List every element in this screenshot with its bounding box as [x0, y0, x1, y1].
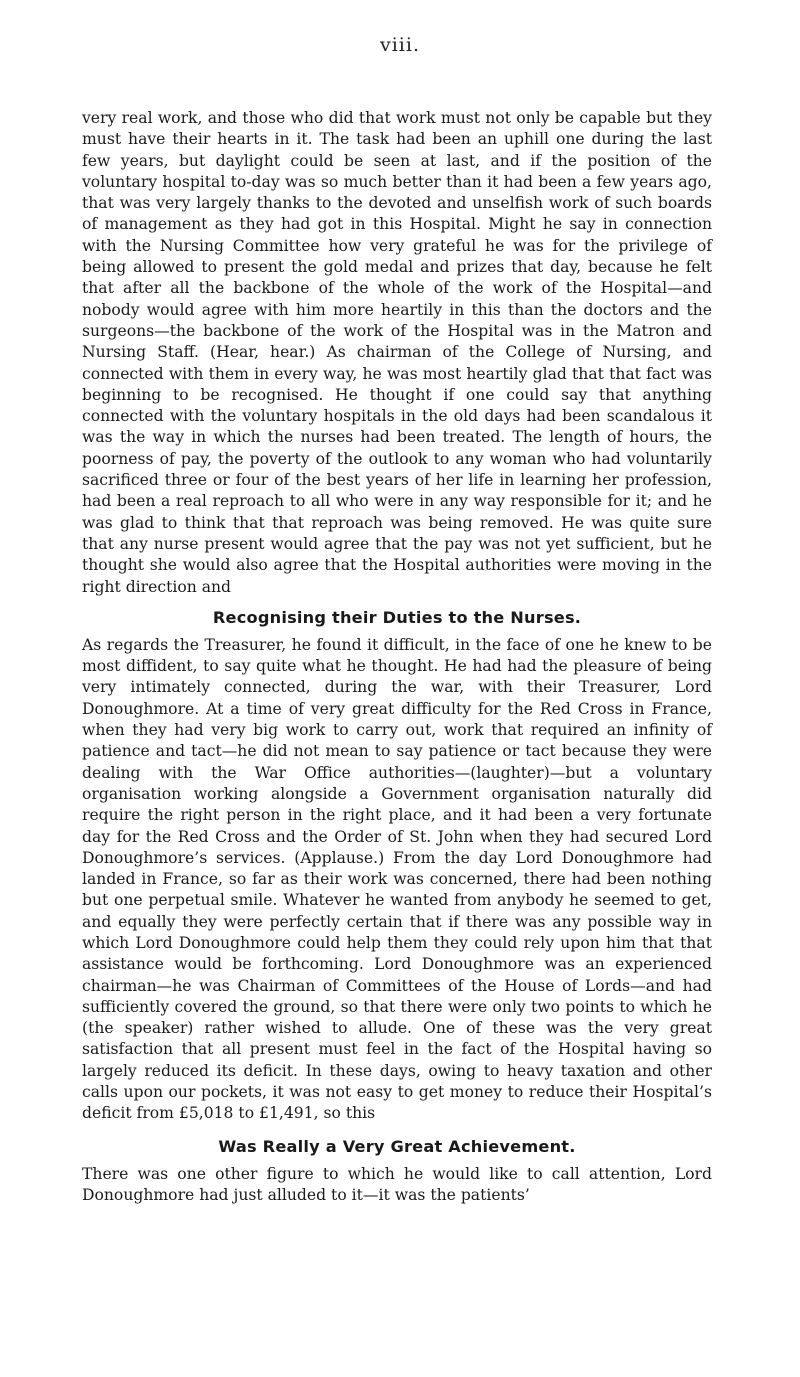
paragraph-nursing-staff: very real work, and those who did that work must not only be capable but they must have their hearts in it. The task had been an uphill one during the last few years, but daylight could be seen at last, and if the position of the voluntary hospital to-day was so much better than it had been a few years ago, that was very largely thanks to the devoted and unselfish work of such boards of management as they had got in this Hospital. Might he say in connection with the Nursing Committee how very grateful he was for the privilege of being allowed to present the gold medal and prizes that day, because he felt that after all the backbone of the whole of the work of the Hospital—and nobody would agree with him more heartily in this than the doctors and the surgeons—the backbone of the work of the Hospital was in the Matron and Nursing Staff. (Hear, hear.) As chairman of the College of Nursing, and connected with them in every way, he was most heartily glad that that fact was beginning to be recognised. He thought if one could say that anything connected with the voluntary hospitals in the old days had been scandalous it was the way in which the nurses had been treated. The length of hours, the poorness of pay, the poverty of the outlook to any woman who had voluntarily sacrificed three or four of the best years of her life in learning her profession, had been a real reproach to all who were in any way responsible for it; and he was glad to think that that reproach was being removed. He was quite sure that any nurse present would agree that the pay was not yet sufficient, but he thought she would also agree that the Hospital authorities were moving in the right direction and [82, 109, 712, 596]
page-number: viii. [379, 34, 420, 56]
paragraph-patients: There was one other figure to which he would like to call attention, Lord Donoughmore had just alluded to it—it was the patients’ [82, 1164, 712, 1204]
section-heading-achievement: Was Really a Very Great Achievement. [218, 1136, 576, 1156]
paragraph-treasurer: As regards the Treasurer, he found it difficult, in the face of one he knew to be most diffident, to say quite what he thought. He had had the pleasure of being very intimately connected, during the war, with their Treasurer, Lord Donoughmore. At a time of very great difficulty for the Red Cross in France, when they had very big work to carry out, work that required an infinity of patience and tact—he did not mean to say patience or tact because they were dealing with the War Office authorities—(laughter)—but a voluntary organisation working alongside a Government organisation naturally did require the right person in the right place, and it had been a very fortunate day for the Red Cross and the Order of St. John when they had secured Lord Donoughmore’s services. (Applause.) From the day Lord Donoughmore had landed in France, so far as their work was concerned, there had been nothing but one perpetual smile. Whatever he wanted from anybody he seemed to get, and equally they were perfectly certain that if there was any possible way in which Lord Donoughmore could help them they could rely upon him that that assistance would be forthcoming. Lord Donoughmore was an experienced chairman—he was Chairman of Committees of the House of Lords—and had sufficiently covered the ground, so that there were only two points to which he (the speaker) rather wished to allude. One of these was the very great satisfaction that all present must feel in the fact of the Hospital having so largely reduced its deficit. In these days, owing to heavy taxation and other calls upon our pockets, it was not easy to get money to reduce their Hospital’s deficit from £5,018 to £1,491, so this [82, 635, 712, 1123]
section-heading-nurses: Recognising their Duties to the Nurses. [212, 607, 582, 627]
